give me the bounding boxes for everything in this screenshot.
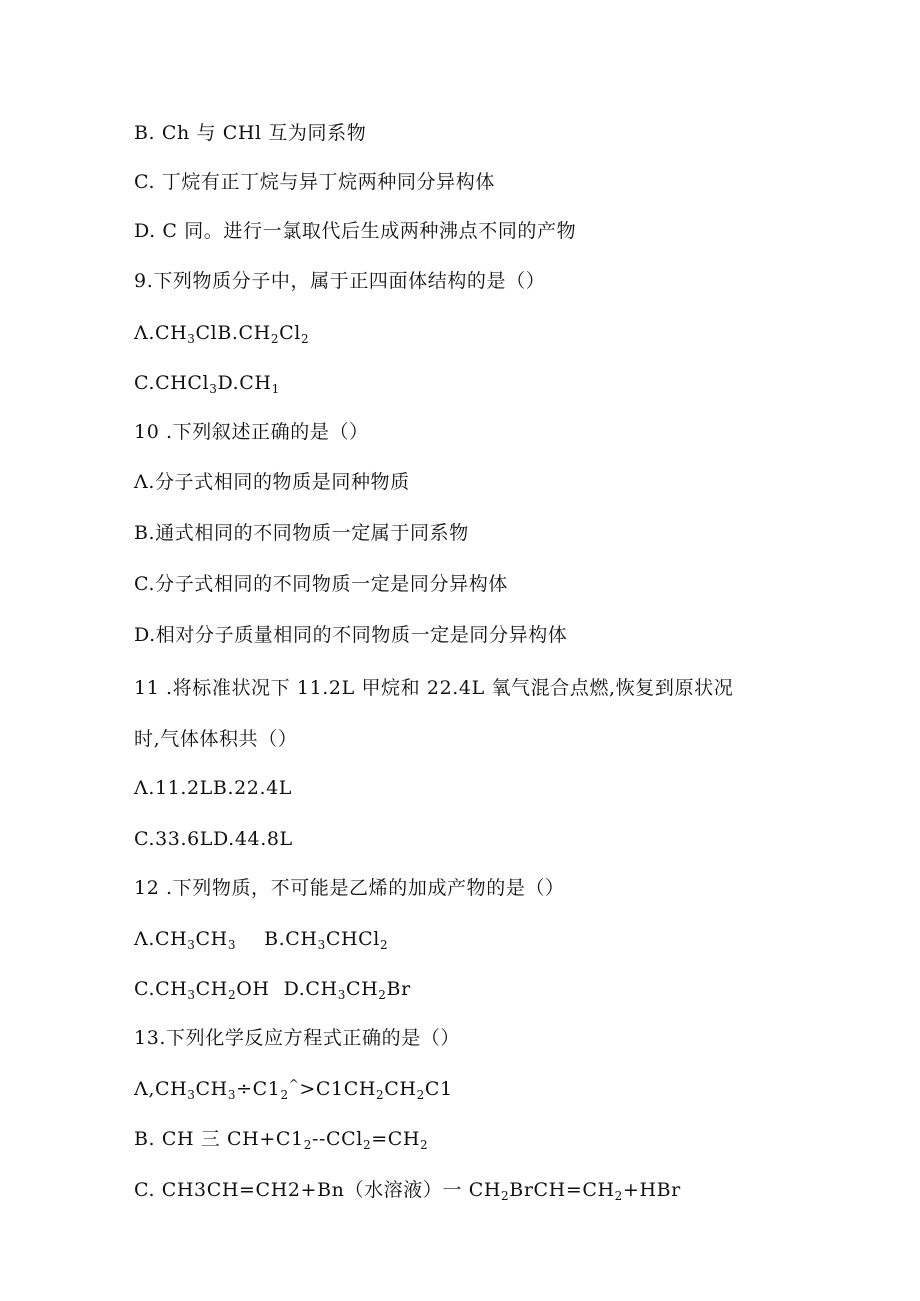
option-d-q10: D.相对分子质量相同的不同物质一定是同分异构体 bbox=[134, 624, 568, 646]
options-cd-q12: $C.CH_3CH_2OH$ $D.CH_3CH_2Br$ bbox=[134, 978, 411, 1002]
options-ab-q11: Λ.11.2LB.22.4L bbox=[134, 777, 293, 799]
option-c-q13: C. CH3CH=CH2+Bn（水溶液）一 $CH_2BrCH=CH_2+HBr$ bbox=[134, 1179, 681, 1203]
question-12: 12 .下列物质，不可能是乙烯的加成产物的是（） bbox=[134, 877, 565, 899]
options-ab-q9: $\Lambda.CH_3ClB.CH_2Cl_2$ bbox=[134, 322, 310, 346]
question-13: 13.下列化学反应方程式正确的是（） bbox=[134, 1027, 461, 1049]
question-11: 11 .将标准状况下 11.2L 甲烷和 22.4L 氧气混合点燃,恢复到原状况 bbox=[134, 677, 734, 699]
option-c-q10: C.分子式相同的不同物质一定是同分异构体 bbox=[134, 573, 508, 595]
option-b-q8: B. Ch 与 CHl 互为同系物 bbox=[134, 122, 367, 144]
question-11-continued: 时,气体体积共（） bbox=[134, 728, 298, 750]
options-cd-q9: $C.CHCl_3D.CH_1$ bbox=[134, 372, 280, 396]
option-c-q8: C. 丁烷有正丁烷与异丁烷两种同分异构体 bbox=[134, 171, 495, 193]
question-9: 9.下列物质分子中，属于正四面体结构的是（） bbox=[134, 270, 546, 292]
option-b-q13: B. CH 三 $CH+C1_2--CCl_2=CH_2$ bbox=[134, 1128, 429, 1152]
options-cd-q11: C.33.6LD.44.8L bbox=[134, 828, 293, 850]
option-a-q10: Λ.分子式相同的物质是同种物质 bbox=[134, 471, 410, 493]
option-d-q8: D. C 同。进行一氯取代后生成两种沸点不同的产物 bbox=[134, 220, 577, 242]
options-ab-q12: $\Lambda.CH_3CH_3$ $B.CH_3CHCl_2$ bbox=[134, 928, 389, 952]
option-a-q13: $\Lambda,CH_3CH_3\div C1_2^{\^{}}>C1CH_2CH_2C1$ bbox=[134, 1077, 453, 1102]
question-10: 10 .下列叙述正确的是（） bbox=[134, 421, 369, 443]
option-b-q10: B.通式相同的不同物质一定属于同系物 bbox=[134, 522, 469, 544]
